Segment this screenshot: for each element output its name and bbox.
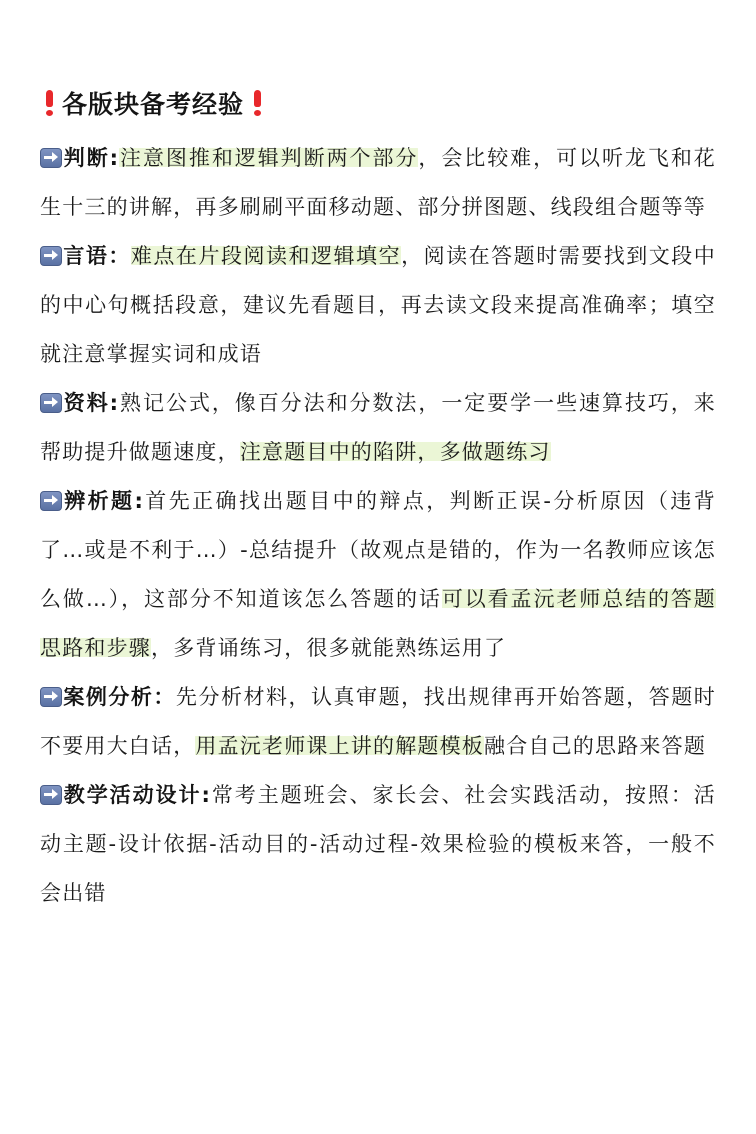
section-judgment bbox=[40, 134, 716, 232]
section-separator: : bbox=[109, 146, 120, 170]
section-list bbox=[40, 134, 716, 918]
section-activity-design bbox=[40, 771, 716, 918]
section-heading: 资料 bbox=[63, 391, 110, 415]
highlighted-text: 注意题目中的陷阱，多做题练习 bbox=[239, 440, 551, 464]
section-separator: ： bbox=[108, 244, 131, 268]
section-separator: : bbox=[109, 391, 120, 415]
highlighted-text: 难点在片段阅读和逻辑填空 bbox=[130, 244, 402, 268]
section-separator: : bbox=[134, 489, 145, 513]
section-heading: 判断 bbox=[63, 146, 110, 170]
body-text: 先分析材料，认真审题，找出规律再开始答题，答题时不要用大白话， bbox=[40, 685, 716, 758]
right-arrow-icon bbox=[40, 246, 62, 266]
section-heading: 案例分析 bbox=[63, 685, 154, 709]
highlighted-text: 可以看孟沅老师总结的答题思路和步骤 bbox=[40, 587, 716, 660]
exclamation-icon bbox=[252, 90, 264, 116]
exclamation-icon bbox=[44, 90, 56, 116]
section-verbal bbox=[40, 232, 716, 379]
right-arrow-icon bbox=[40, 148, 62, 168]
section-heading: 言语 bbox=[63, 244, 109, 268]
body-text: 熟记公式，像百分法和分数法，一定要学一些速算技巧，来帮助提升做题速度， bbox=[40, 391, 716, 464]
page-title bbox=[44, 84, 716, 122]
right-arrow-icon bbox=[40, 785, 62, 805]
section-separator: ： bbox=[153, 685, 176, 709]
body-text: 首先正确找出题目中的辩点，判断正误-分析原因（违背了…或是不利于…）-总结提升（故观点是错的，作为一名教师应该怎么做…），这部分不知道该怎么答题的话 bbox=[40, 489, 717, 611]
right-arrow-icon bbox=[40, 687, 62, 707]
section-heading: 教学活动设计 bbox=[63, 783, 202, 807]
section-separator: : bbox=[201, 783, 212, 807]
section-case-analysis bbox=[40, 673, 716, 771]
page-title-text: 各版块备考经验 bbox=[62, 90, 245, 119]
body-text: ，多背诵练习，很多就能熟练运用了 bbox=[151, 636, 507, 660]
highlighted-text: 用孟沅老师课上讲的解题模板 bbox=[195, 734, 485, 758]
section-discrimination bbox=[40, 477, 716, 673]
section-data-analysis bbox=[40, 379, 716, 477]
right-arrow-icon bbox=[40, 491, 62, 511]
body-text: ，阅读在答题时需要找到文段中的中心句概括段意，建议先看题目，再去读文段来提高准确率；填空就注意掌握实词和成语 bbox=[40, 244, 717, 366]
body-text: 融合自己的思路来答题 bbox=[484, 734, 707, 758]
highlighted-text: 注意图推和逻辑判断两个部分 bbox=[119, 146, 419, 170]
body-text: 常考主题班会、家长会、社会实践活动，按照：活动主题-设计依据-活动目的-活动过程-效果检验的模板来答，一般不会出错 bbox=[40, 783, 716, 905]
right-arrow-icon bbox=[40, 393, 62, 413]
body-text: ，会比较难，可以听龙飞和花生十三的讲解，再多刷刷平面移动题、部分拼图题、线段组合题等等 bbox=[40, 146, 716, 219]
section-heading: 辨析题 bbox=[63, 489, 135, 513]
